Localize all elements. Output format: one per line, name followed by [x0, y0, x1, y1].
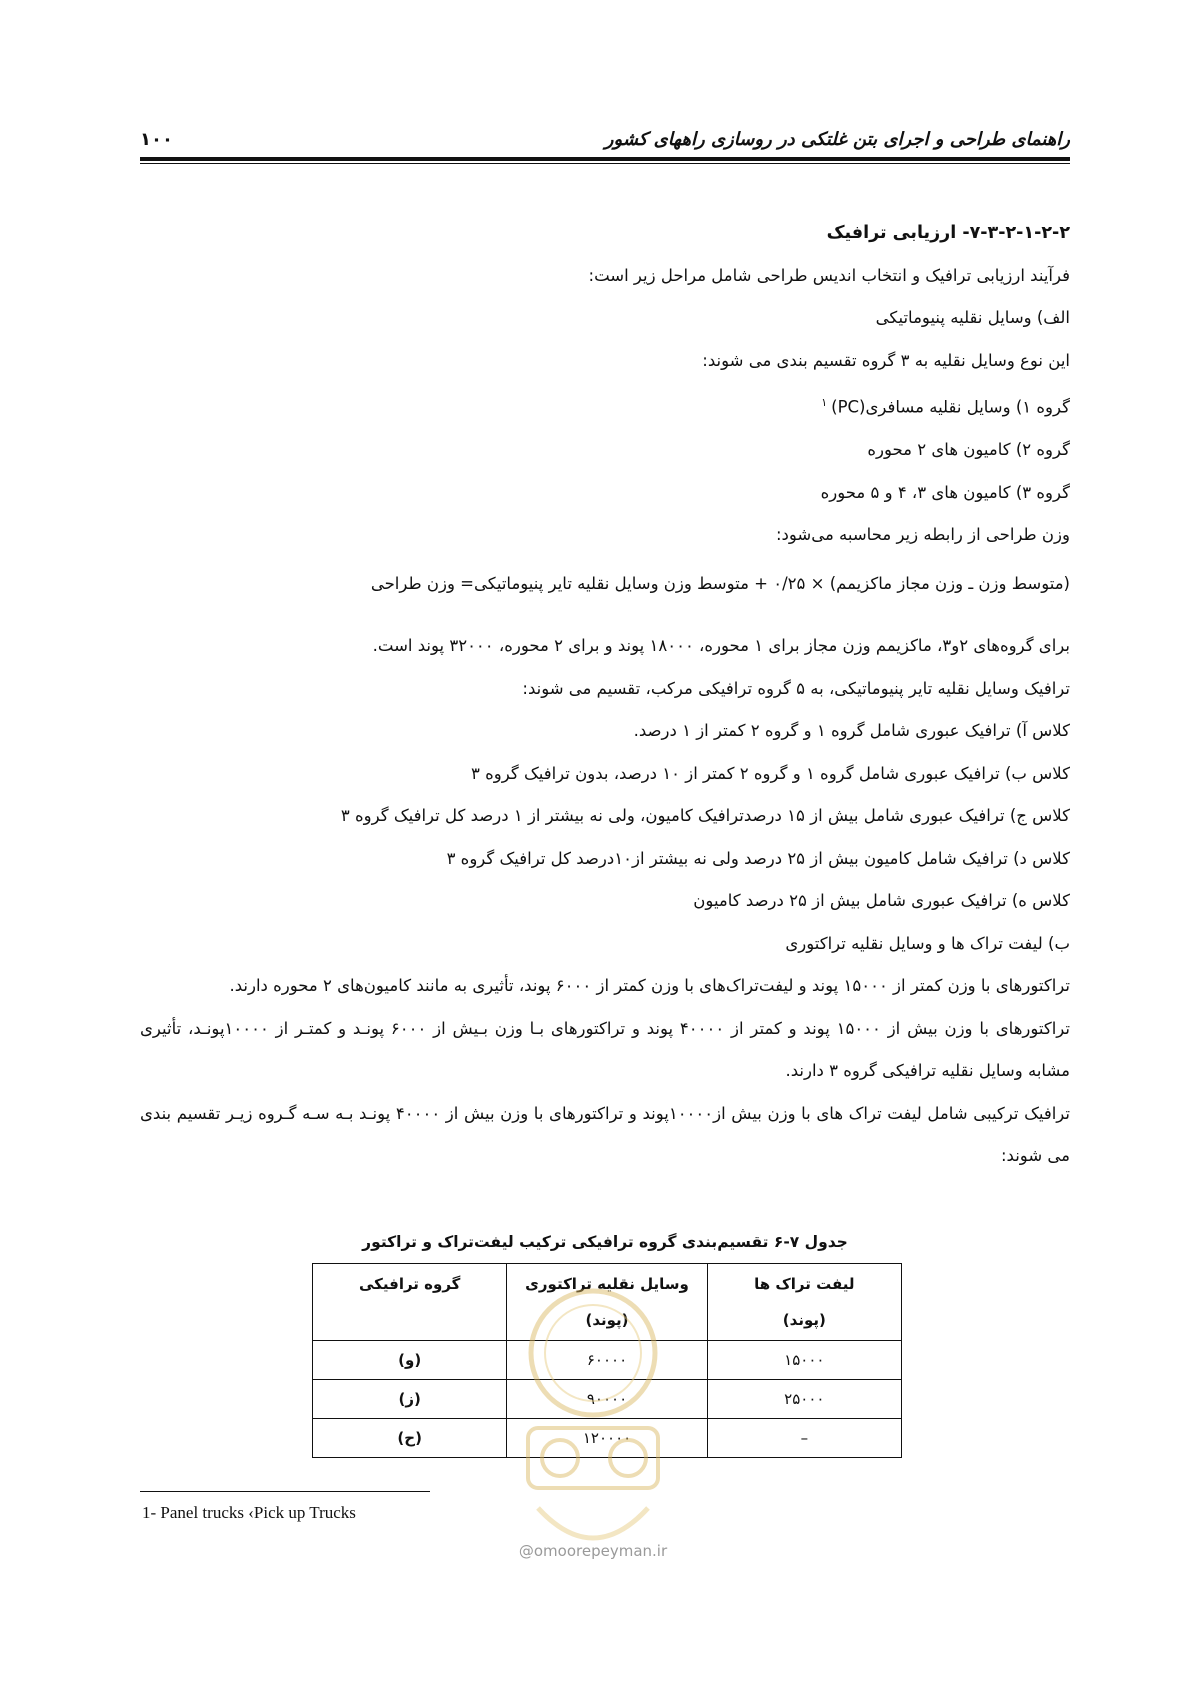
- group-1-item: [140, 382, 1070, 429]
- header-forklift: [707, 1264, 901, 1341]
- intro-paragraph: فرآیند ارزیابی ترافیک و انتخاب اندیس طراحی شامل مراحل زیر است:: [588, 265, 1070, 285]
- page-number: ۱۰۰: [140, 129, 173, 150]
- class-a-item: کلاس آ) ترافیک عبوری شامل گروه ۱ و گروه ۲ کمتر از ۱ درصد.: [633, 721, 1070, 740]
- watermark-site: @omoorepeyman.ir: [518, 1542, 668, 1560]
- cell-tractor: ۹۰۰۰۰: [507, 1380, 707, 1419]
- header-forklift-label: لیفت تراک ها: [754, 1275, 855, 1293]
- part-a-title: الف) وسایل نقلیه پنیوماتیکی: [875, 308, 1070, 327]
- cell-group: (و): [313, 1341, 507, 1380]
- cell-forklift: ۱۵۰۰۰: [707, 1341, 901, 1380]
- header-tractor-unit: (پوند): [585, 1311, 629, 1329]
- cell-group: (ز): [313, 1380, 507, 1419]
- tractors-light-paragraph: تراکتورهای با وزن کمتر از ۱۵۰۰۰ پوند و لیفت‌تراک‌های با وزن کمتر از ۶۰۰۰ پوند، تأثیری به مانند کامیون‌های ۲ محوره دارند.: [229, 976, 1070, 995]
- table-caption: جدول ۷-۶ تقسیم‌بندی گروه ترافیکی ترکیب لیفت‌تراک و تراکتور: [362, 1233, 848, 1251]
- design-weight-formula: (متوسط وزن ـ وزن مجاز ماکزیمم) × ۰/۲۵ + متوسط وزن وسایل نقلیه تایر پنیوماتیکی= وزن طراحی: [370, 573, 1070, 593]
- groups-intro: این نوع وسایل نقلیه به ۳ گروه تقسیم بندی می شوند:: [702, 350, 1070, 370]
- design-weight-intro: وزن طراحی از رابطه زیر محاسبه می‌شود:: [775, 525, 1070, 544]
- header-forklift-unit: (پوند): [782, 1311, 826, 1329]
- class-e-item: کلاس ه) ترافیک عبوری شامل بیش از ۲۵ درصد کامیون: [693, 891, 1070, 910]
- class-d-item: کلاس د) ترافیک شامل کامیون بیش از ۲۵ درصد ولی نه بیشتر از۱۰درصد کل ترافیک گروه ۳: [446, 848, 1070, 868]
- class-b-item: کلاس ب) ترافیک عبوری شامل گروه ۱ و گروه ۲ کمتر از ۱۰ درصد، بدون ترافیک گروه ۳: [471, 763, 1070, 783]
- body-text: [140, 212, 1070, 1178]
- section-heading: ۷-۳-۲-۱-۲-۲- ارزیابی ترافیک: [826, 223, 1070, 243]
- part-b-title: ب) لیفت تراک ها و وسایل نقلیه تراکتوری: [785, 933, 1070, 953]
- group-2-item: گروه ۲) کامیون های ۲ محوره: [867, 440, 1070, 459]
- header-group: [313, 1264, 507, 1341]
- cell-tractor: ۱۲۰۰۰۰: [507, 1419, 707, 1458]
- combined-traffic-paragraph: ترافیک ترکیبی شامل لیفت تراک های با وزن بیش از۱۰۰۰۰پوند و تراکتورهای با وزن بیش از ۴۰۰۰۰ پونـد بـه سـه گـروه زیـر تقسیم بندی می شوند:: [140, 1103, 1070, 1165]
- footnote-rule: [140, 1491, 430, 1492]
- tractors-heavy-paragraph: تراکتورهای با وزن بیش از ۱۵۰۰۰ پوند و کمتر از ۴۰۰۰۰ پوند و تراکتورهای بـا وزن بـیش از ۶۰۰۰ پونـد و کمتـر از ۱۰۰۰۰پونـد، تأثیری مشابه وسایل نقلیه ترافیکی گروه ۳ دارند.: [140, 1018, 1071, 1080]
- group-1-text: گروه ۱) وسایل نقلیه مسافری(PC): [831, 397, 1070, 417]
- header-rule-thin: [140, 163, 1070, 164]
- header-rule-thick: [140, 157, 1070, 161]
- classes-intro: ترافیک وسایل نقلیه تایر پنیوماتیکی، به ۵ گروه ترافیکی مرکب، تقسیم می شوند:: [522, 678, 1070, 698]
- class-c-item: کلاس ج) ترافیک عبوری شامل بیش از ۱۵ درصدترافیک کامیون، ولی نه بیشتر از ۱ درصد کل ترافیک گروه ۳: [340, 806, 1070, 825]
- footnote-mark: ۱: [821, 396, 828, 409]
- header-group-label: گروه ترافیکی: [358, 1275, 461, 1293]
- header-tractor-label: وسایل نقلیه تراکتوری: [525, 1275, 689, 1293]
- max-weight-paragraph: برای گروه‌های ۲و۳، ماکزیمم وزن مجاز برای ۱ محوره، ۱۸۰۰۰ پوند و برای ۲ محوره، ۳۲۰۰۰ پوند است.: [372, 636, 1070, 655]
- cell-tractor: ۶۰۰۰۰: [507, 1341, 707, 1380]
- page-header: [140, 125, 1070, 157]
- cell-forklift: ۲۵۰۰۰: [707, 1380, 901, 1419]
- group-3-item: گروه ۳) کامیون های ۳، ۴ و ۵ محوره: [820, 482, 1070, 502]
- footnote: 1- Panel trucks ‹Pick up Trucks: [142, 1503, 356, 1522]
- cell-forklift: –: [707, 1419, 901, 1458]
- book-title: راهنمای طراحی و اجرای بتن غلتکی در روسازی راههای کشور: [604, 129, 1070, 150]
- cell-group: (ح): [313, 1419, 507, 1458]
